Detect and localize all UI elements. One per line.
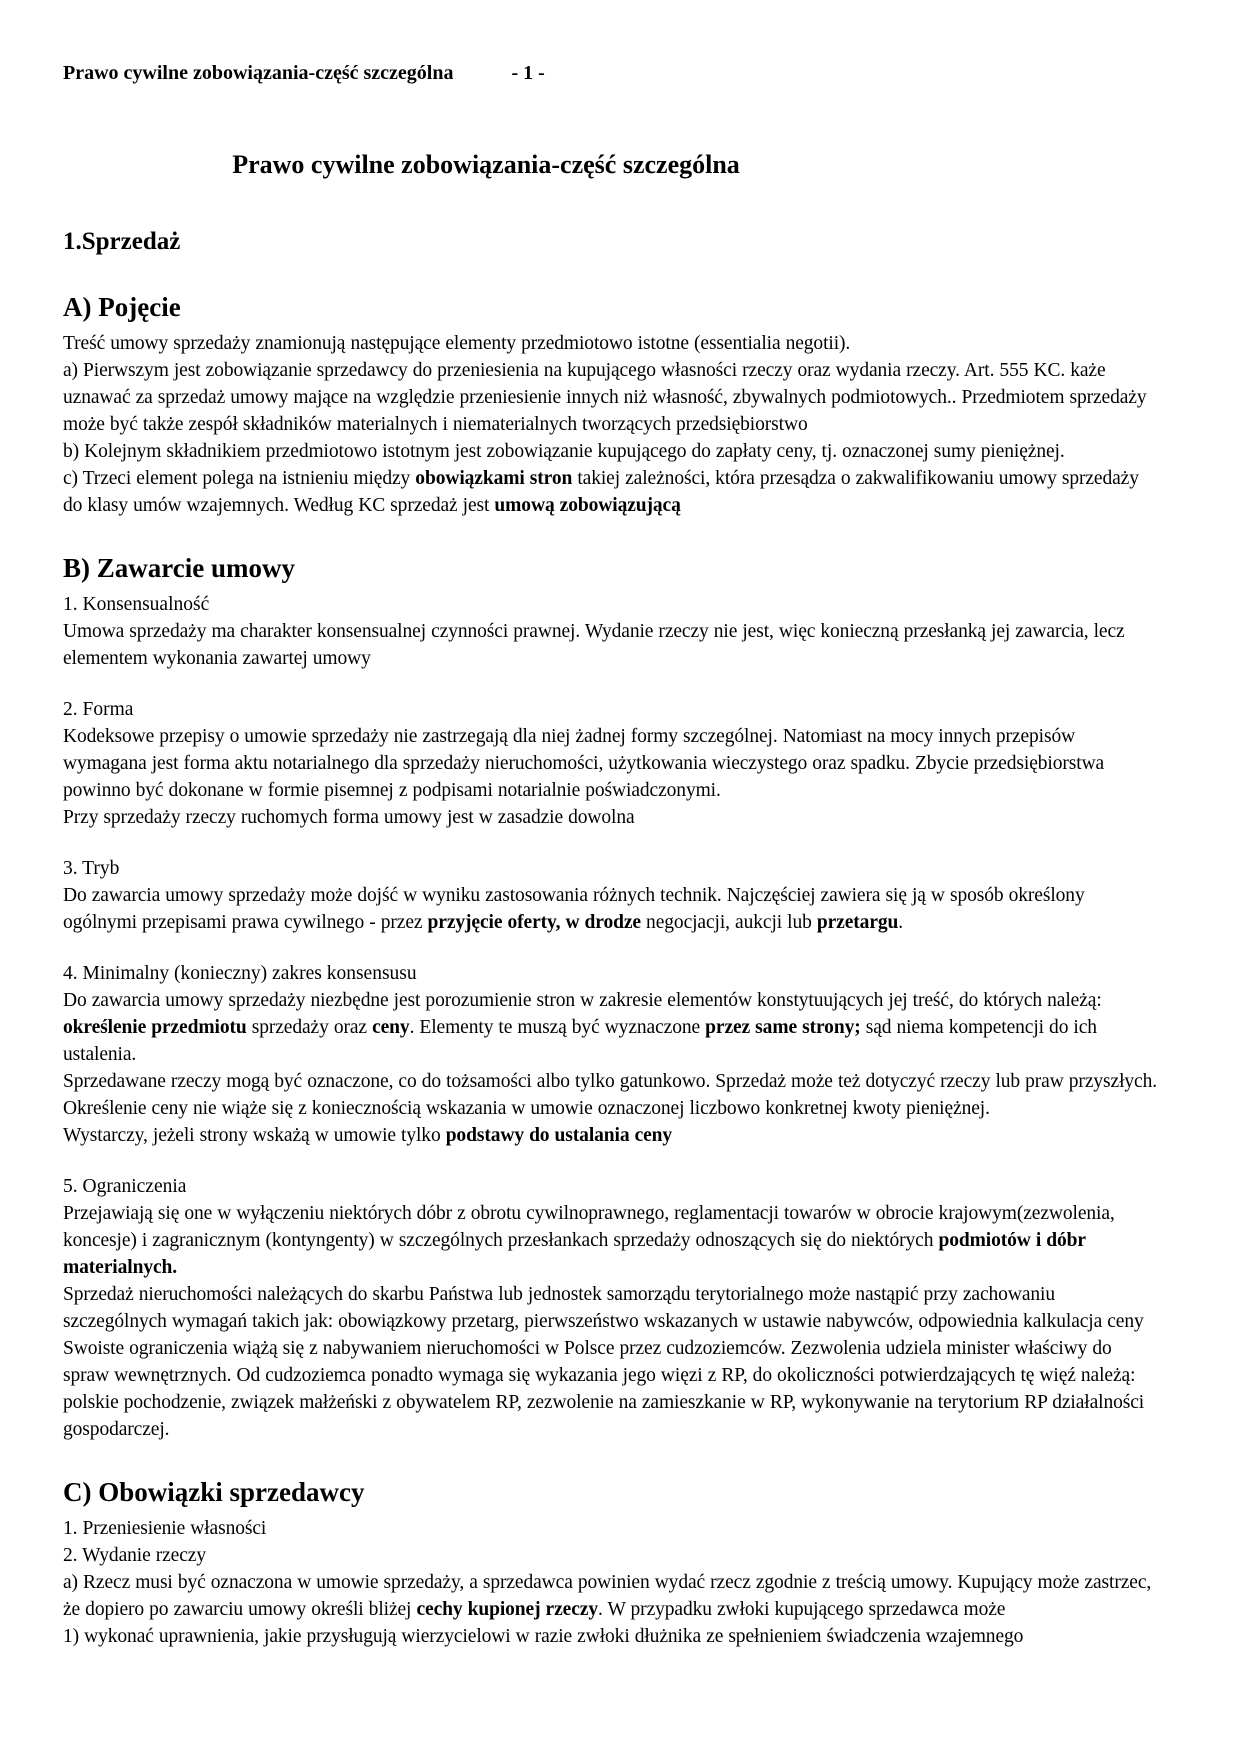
section-heading: B) Zawarcie umowy bbox=[63, 553, 295, 583]
text-run: Określenie ceny nie wiąże się z koniecznością wskazania w umowie oznaczonej liczbowo konkretnej kwoty pieniężnej. bbox=[63, 1098, 990, 1119]
text-run: cechy kupionej rzeczy bbox=[416, 1599, 598, 1620]
text-run: Kodeksowe przepisy o umowie sprzedaży nie zastrzegają dla niej żadnej formy szczególnej. Natomiast na mocy innych przepisów wymagana jest forma aktu notarialnego dla sprzedaży nieruchomości, użytkowania wieczystego oraz spadku. Zbycie przedsiębiorstwa powinno być dokonane w formie pisemnej z podpisami notarialnie poświadczonymi. bbox=[63, 726, 1105, 801]
text-run: b) Kolejnym składnikiem przedmiotowo istotnym jest zobowiązanie kupującego do zapłaty ceny, tj. oznaczonej sumy pieniężnej. bbox=[63, 441, 1065, 462]
text-run: Do zawarcia umowy sprzedaży niezbędne jest porozumienie stron w zakresie elementów konstytuujących jej treść, do których należą: bbox=[63, 990, 1102, 1011]
paragraph bbox=[63, 330, 1159, 357]
text-run: . W przypadku zwłoki kupującego sprzedawca może bbox=[598, 1599, 1006, 1620]
text-run: określenie przedmiotu bbox=[63, 1017, 247, 1038]
text-run: przez same strony; bbox=[705, 1017, 861, 1038]
text-run: a) Rzecz musi być oznaczona w umowie sprzedaży, a sprzedawca powinien wydać rzecz zgodnie z treścią umowy. Kupujący może zastrzec, że dopiero po zawarciu umowy określi bliżej bbox=[63, 1572, 1152, 1620]
section bbox=[63, 551, 1182, 1443]
chapter-heading: 1.Sprzedaż bbox=[63, 228, 181, 255]
text-run: 2. Wydanie rzeczy bbox=[63, 1545, 206, 1566]
subsection bbox=[63, 1173, 1182, 1443]
paragraph bbox=[63, 1281, 1159, 1335]
paragraph bbox=[63, 1542, 1159, 1569]
text-run: a) Pierwszym jest zobowiązanie sprzedawcy do przeniesienia na kupującego własności rzeczy oraz wydania rzeczy. Art. 555 KC. każe uznawać za sprzedaż umowy mające na względzie przeniesienie innych niż własność, zbywalnych podmiotowych.. Przedmiotem sprzedaży może być także zespół składników materialnych i niematerialnych tworzących przedsiębiorstwo bbox=[63, 360, 1147, 435]
text-run: podstawy do ustalania ceny bbox=[445, 1125, 673, 1146]
text-run: sąd niema kompetencji do ich ustalenia. bbox=[63, 1017, 1097, 1065]
section bbox=[63, 290, 1182, 519]
document-title: Prawo cywilne zobowiązania-część szczególna bbox=[232, 150, 740, 179]
text-run: Treść umowy sprzedaży znamionują następujące elementy przedmiotowo istotne (essentialia negotii). bbox=[63, 333, 851, 354]
subsection bbox=[63, 1515, 1182, 1650]
paragraph bbox=[63, 1335, 1159, 1443]
text-run: takiej zależności, która przesądza o zakwalifikowaniu umowy sprzedaży do klasy umów wzajemnych. Według KC sprzedaż jest bbox=[63, 468, 1139, 516]
paragraph bbox=[63, 1200, 1159, 1281]
text-run: obowiązkami stron bbox=[415, 468, 573, 489]
subsection-heading: 1. Konsensualność bbox=[63, 594, 210, 615]
section bbox=[63, 1475, 1182, 1650]
subsection bbox=[63, 855, 1182, 936]
subsection-heading: 3. Tryb bbox=[63, 858, 120, 879]
text-run: c) Trzeci element polega na istnieniu między bbox=[63, 468, 416, 489]
text-run: Wystarczy, jeżeli strony wskażą w umowie tylko bbox=[63, 1125, 446, 1146]
text-run: ceny bbox=[372, 1017, 410, 1038]
paragraph bbox=[63, 1095, 1159, 1122]
paragraph bbox=[63, 1515, 1159, 1542]
text-run: Sprzedaż nieruchomości należących do skarbu Państwa lub jednostek samorządu terytorialnego może nastąpić przy zachowaniu szczególnych wymagań takich jak: obowiązkowy przetarg, pierwszeństwo wskazanych w ustawie nabywców, odpowiednia kalkulacja ceny bbox=[63, 1284, 1144, 1332]
paragraph bbox=[63, 987, 1159, 1068]
text-run: Przejawiają się one w wyłączeniu niektórych dóbr z obrotu cywilnoprawnego, reglamentacji towarów w obrocie krajowym(zezwolenia, koncesje) i zagranicznym (kontyngenty) w szczególnych przesłankach sprzedaży odnoszących się do niektórych bbox=[63, 1203, 1115, 1251]
text-run: sprzedaży oraz bbox=[246, 1017, 373, 1038]
paragraph bbox=[63, 618, 1159, 672]
text-run: przetargu bbox=[816, 912, 899, 933]
paragraph bbox=[63, 438, 1159, 465]
header-title: Prawo cywilne zobowiązania-część szczególna bbox=[63, 62, 454, 84]
header-page-number: - 1 - bbox=[511, 62, 545, 84]
page-header bbox=[63, 60, 1182, 86]
text-run: . bbox=[898, 912, 904, 933]
section-heading: A) Pojęcie bbox=[63, 292, 181, 322]
text-run: 1) wykonać uprawnienia, jakie przysługują wierzycielowi w razie zwłoki dłużnika ze spełnieniem świadczenia wzajemnego bbox=[63, 1626, 1024, 1647]
paragraph bbox=[63, 465, 1159, 519]
text-run: Swoiste ograniczenia wiążą się z nabywaniem nieruchomości w Polsce przez cudzoziemców. Zezwolenia udziela minister właściwy do spraw wewnętrznych. Od cudzoziemca ponadto wymaga się wykazania jego więzi z RP, do okoliczności potwierdzających tę więź należą: polskie pochodzenie, związek małżeński z obywatelem RP, zezwolenie na zamieszkanie w RP, wykonywanie na terytorium RP działalności gospodarczej. bbox=[63, 1338, 1145, 1440]
subsection bbox=[63, 330, 1182, 519]
paragraph bbox=[63, 357, 1159, 438]
text-run: Przy sprzedaży rzeczy ruchomych forma umowy jest w zasadzie dowolna bbox=[63, 807, 635, 828]
text-run: Do zawarcia umowy sprzedaży może dojść w wyniku zastosowania różnych technik. Najczęściej zawiera się ją w sposób określony ogólnymi przepisami prawa cywilnego - przez bbox=[63, 885, 1085, 933]
subsection-heading: 2. Forma bbox=[63, 699, 134, 720]
subsection bbox=[63, 591, 1182, 672]
paragraph bbox=[63, 1569, 1159, 1623]
section-heading: C) Obowiązki sprzedawcy bbox=[63, 1477, 365, 1507]
paragraph bbox=[63, 723, 1159, 804]
paragraph bbox=[63, 1623, 1159, 1650]
text-run: 1. Przeniesienie własności bbox=[63, 1518, 267, 1539]
paragraph bbox=[63, 1068, 1159, 1095]
paragraph bbox=[63, 882, 1159, 936]
text-run: negocjacji, aukcji lub bbox=[640, 912, 817, 933]
subsection-heading: 5. Ograniczenia bbox=[63, 1176, 187, 1197]
subsection bbox=[63, 960, 1182, 1149]
paragraph bbox=[63, 804, 1159, 831]
paragraph bbox=[63, 1122, 1159, 1149]
text-run: . Elementy te muszą być wyznaczone bbox=[409, 1017, 706, 1038]
text-run: przyjęcie oferty, w drodze bbox=[427, 912, 641, 933]
text-run: podmiotów i dóbr materialnych. bbox=[63, 1230, 1086, 1278]
text-run: umową zobowiązującą bbox=[494, 495, 681, 516]
text-run: Umowa sprzedaży ma charakter konsensualnej czynności prawnej. Wydanie rzeczy nie jest, więc konieczną przesłanką jej zawarcia, lecz elementem wykonania zawartej umowy bbox=[63, 621, 1125, 669]
text-run: Sprzedawane rzeczy mogą być oznaczone, co do tożsamości albo tylko gatunkowo. Sprzedaż może też dotyczyć rzeczy lub praw przyszłych. bbox=[63, 1071, 1158, 1092]
sections bbox=[63, 290, 1182, 1650]
subsection bbox=[63, 696, 1182, 831]
subsection-heading: 4. Minimalny (konieczny) zakres konsensusu bbox=[63, 963, 417, 984]
